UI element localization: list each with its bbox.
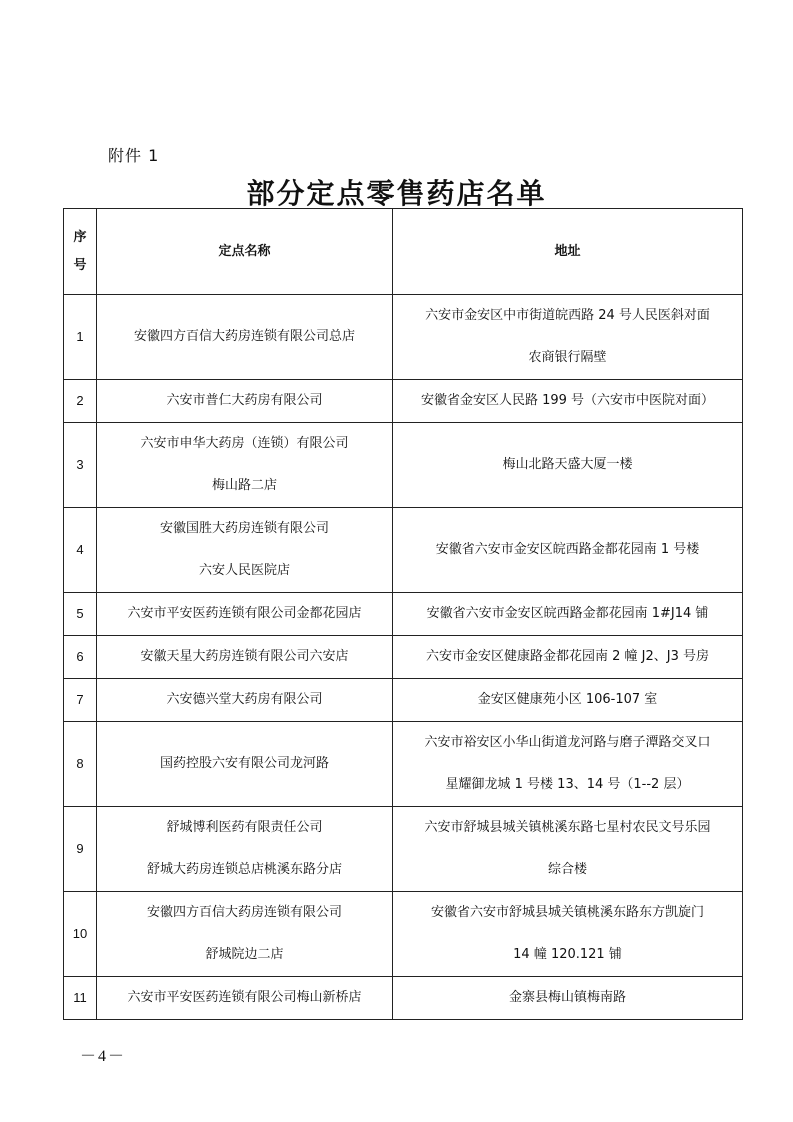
address-line: 星耀御龙城 1 号楼 13、14 号（1--2 层）	[445, 777, 690, 792]
pharmacy-name-line: 六安德兴堂大药房有限公司	[166, 692, 323, 707]
row-pharmacy-name	[97, 508, 393, 593]
address-line: 六安市舒城县城关镇桃溪东路七星村农民文号乐园	[424, 820, 711, 835]
page-number: －4－	[80, 1048, 127, 1065]
attachment-label: 附件 1	[108, 146, 160, 165]
row-seq-number: 3	[64, 423, 97, 508]
pharmacy-name-line: 舒城博利医药有限责任公司	[166, 820, 323, 835]
row-seq-number: 9	[64, 807, 97, 892]
pharmacy-name-line: 六安市普仁大药房有限公司	[166, 393, 323, 408]
pharmacy-name-line: 舒城院边二店	[205, 947, 284, 962]
header-seq	[64, 209, 97, 295]
row-pharmacy-name	[97, 593, 393, 636]
row-seq-number: 11	[64, 977, 97, 1020]
pharmacy-name-line: 梅山路二店	[211, 478, 277, 493]
pharmacy-name-line: 六安市申华大药房（连锁）有限公司	[140, 436, 349, 451]
header-seq-line1: 序	[73, 229, 87, 245]
header-address: 地址	[393, 209, 743, 295]
row-pharmacy-name	[97, 636, 393, 679]
pharmacy-name-line: 安徽天星大药房连锁有限公司六安店	[140, 649, 349, 664]
address-line: 农商银行隔壁	[528, 350, 607, 365]
address-line: 综合楼	[547, 862, 587, 877]
address-line: 六安市金安区中市街道皖西路 24 号人民医斜对面	[425, 308, 710, 323]
row-seq-number: 8	[64, 722, 97, 807]
table-row	[64, 892, 743, 977]
page-title: 部分定点零售药店名单	[246, 177, 547, 210]
row-pharmacy-name	[97, 295, 393, 380]
address-line: 安徽省金安区人民路 199 号（六安市中医院对面）	[420, 393, 715, 408]
pharmacy-name-line: 安徽四方百信大药房连锁有限公司总店	[133, 329, 355, 344]
header-seq-line2: 号	[73, 257, 87, 273]
pharmacy-name-line: 安徽四方百信大药房连锁有限公司	[146, 905, 342, 920]
table-header-row	[64, 209, 743, 295]
address-line: 金寨县梅山镇梅南路	[508, 990, 626, 1005]
pharmacy-table	[63, 208, 743, 1020]
address-line: 六安市裕安区小华山街道龙河路与磨子潭路交叉口	[424, 735, 711, 750]
row-address	[393, 977, 743, 1020]
table-row	[64, 380, 743, 423]
row-seq-number: 6	[64, 636, 97, 679]
row-address	[393, 636, 743, 679]
row-address	[393, 679, 743, 722]
pharmacy-name-line: 舒城大药房连锁总店桃溪东路分店	[146, 862, 342, 877]
row-seq-number: 1	[64, 295, 97, 380]
table-row	[64, 508, 743, 593]
table-row	[64, 807, 743, 892]
address-line: 安徽省六安市金安区皖西路金都花园南 1#J14 铺	[426, 606, 709, 621]
row-pharmacy-name	[97, 380, 393, 423]
table-row	[64, 636, 743, 679]
address-line: 梅山北路天盛大厦一楼	[502, 457, 633, 472]
table-body	[64, 295, 743, 1020]
pharmacy-name-line: 六安市平安医药连锁有限公司梅山新桥店	[127, 990, 362, 1005]
table-row	[64, 423, 743, 508]
table-row	[64, 295, 743, 380]
table-row	[64, 593, 743, 636]
row-address	[393, 508, 743, 593]
row-seq-number: 5	[64, 593, 97, 636]
row-seq-number: 4	[64, 508, 97, 593]
row-address	[393, 593, 743, 636]
row-seq-number: 2	[64, 380, 97, 423]
pharmacy-name-line: 六安市平安医药连锁有限公司金都花园店	[127, 606, 362, 621]
row-pharmacy-name	[97, 722, 393, 807]
header-name: 定点名称	[97, 209, 393, 295]
address-line: 安徽省六安市金安区皖西路金都花园南 1 号楼	[435, 542, 700, 557]
row-pharmacy-name	[97, 679, 393, 722]
row-address	[393, 722, 743, 807]
row-pharmacy-name	[97, 892, 393, 977]
row-address	[393, 892, 743, 977]
table-row	[64, 679, 743, 722]
pharmacy-name-line: 六安人民医院店	[198, 563, 290, 578]
row-pharmacy-name	[97, 977, 393, 1020]
table-row	[64, 722, 743, 807]
row-seq-number: 10	[64, 892, 97, 977]
address-line: 金安区健康苑小区 106-107 室	[477, 692, 658, 707]
row-pharmacy-name	[97, 423, 393, 508]
table-row	[64, 977, 743, 1020]
row-pharmacy-name	[97, 807, 393, 892]
row-address	[393, 380, 743, 423]
address-line: 14 幢 120.121 铺	[513, 947, 622, 962]
pharmacy-name-line: 国药控股六安有限公司龙河路	[159, 756, 329, 771]
row-address	[393, 423, 743, 508]
row-seq-number: 7	[64, 679, 97, 722]
address-line: 六安市金安区健康路金都花园南 2 幢 J2、J3 号房	[425, 649, 709, 664]
row-address	[393, 807, 743, 892]
address-line: 安徽省六安市舒城县城关镇桃溪东路东方凯旋门	[430, 905, 704, 920]
pharmacy-name-line: 安徽国胜大药房连锁有限公司	[159, 521, 329, 536]
row-address	[393, 295, 743, 380]
